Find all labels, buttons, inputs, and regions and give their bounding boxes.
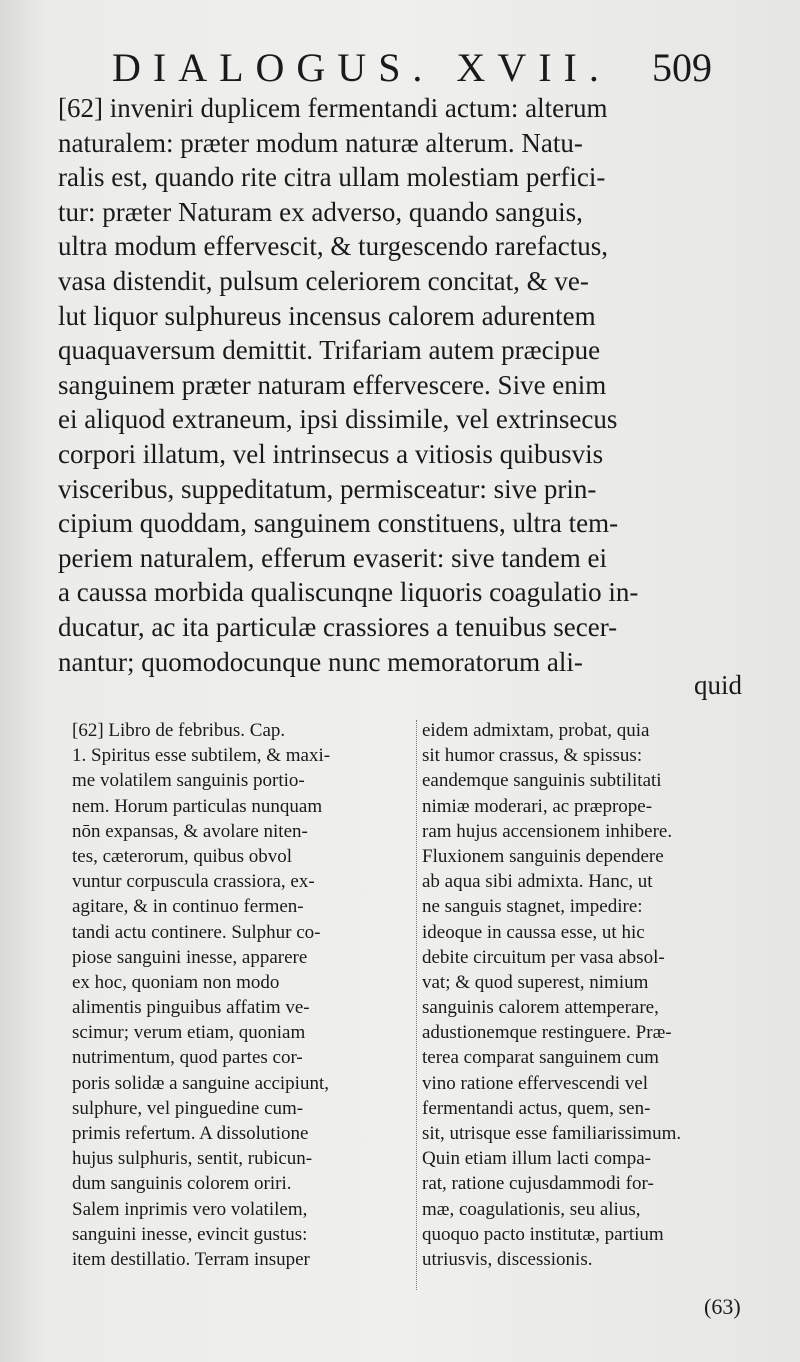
main-text-line: naturalem: præter modum naturæ alterum. Natu- <box>58 127 583 158</box>
footnote-line: nimiæ moderari, ac præprope- <box>422 795 653 817</box>
main-text-line: quaquaversum demittit. Trifariam autem præcipue <box>58 335 601 366</box>
footnote-line: ab aqua sibi admixta. Hanc, ut <box>422 871 653 893</box>
footnote-line: vino ratione effervescendi vel <box>422 1072 648 1094</box>
main-text-line: periem naturalem, efferum evaserit: sive tandem ei <box>58 542 608 573</box>
footnote-line: sanguinis calorem attemperare, <box>422 997 659 1019</box>
footnotes <box>0 718 800 1308</box>
main-text-line: corpori illatum, vel intrinsecus a vitiosis quibusvis <box>58 438 604 469</box>
main-text-line: ei aliquod extraneum, ipsi dissimile, vel extrinsecus <box>58 404 618 435</box>
footnote-line: sit, utrisque esse familiarissimum. <box>422 1123 682 1144</box>
footnote-line: agitare, & in continuo fermen- <box>72 896 304 918</box>
footnote-line: sulphure, vel pinguedine cum- <box>72 1097 304 1119</box>
footnote-column-left <box>72 718 416 1272</box>
footnote-line: dum sanguinis colorem oriri. <box>72 1173 292 1195</box>
footnote-line: piose sanguini inesse, apparere <box>72 946 308 968</box>
footnote-column-right <box>422 718 762 1272</box>
main-text-line: a caussa morbida qualiscunqne liquoris coagulatio in- <box>58 577 639 608</box>
footnote-line: nutrimentum, quod partes cor- <box>72 1047 303 1069</box>
footnote-line: sanguini inesse, evincit gustus: <box>72 1223 308 1245</box>
footnote-line: poris solidæ a sanguine accipiunt, <box>72 1072 329 1094</box>
main-text-line: cipium quoddam, sanguinem constituens, ultra tem- <box>58 508 619 539</box>
main-text-block <box>58 91 740 679</box>
signature-mark: (63) <box>704 1294 741 1319</box>
footnote-line: [62] Libro de febribus. Cap. <box>72 720 286 741</box>
footnote-line: ex hoc, quoniam non modo <box>72 971 280 993</box>
main-text-line: ralis est, quando rite citra ullam molestiam perfici- <box>58 162 606 193</box>
running-head: DIALOGUS. XVII. <box>112 45 611 90</box>
footnote-line: tandi actu continere. Sulphur co- <box>72 921 321 943</box>
footnote-line: ram hujus accensionem inhibere. <box>422 820 673 842</box>
footnote-line: rat, ratione cujusdammodi for- <box>422 1173 654 1195</box>
footnote-line: tes, cæterorum, quibus obvol <box>72 845 293 867</box>
footnote-line: item destillatio. Terram insuper <box>72 1248 310 1270</box>
footnote-line: nem. Horum particulas nunquam <box>72 795 323 817</box>
footnote-line: sit humor crassus, & spissus: <box>422 745 643 767</box>
footnote-line: me volatilem sanguinis portio- <box>72 770 305 792</box>
page-number: 509 <box>652 45 712 90</box>
footnote-line: primis refertum. A dissolutione <box>72 1123 309 1144</box>
main-text-line: vasa distendit, pulsum celeriorem concitat, & ve- <box>58 265 589 296</box>
footnote-line: fermentandi actus, quem, sen- <box>422 1097 651 1119</box>
main-text-line: visceribus, suppeditatum, permisceatur: sive prin- <box>58 473 597 504</box>
footnote-line: quoquo pacto institutæ, partium <box>422 1223 664 1245</box>
footnote-line: mæ, coagulationis, seu alius, <box>422 1198 641 1220</box>
catchword: quid <box>693 670 742 700</box>
footnote-line: adustionemque restinguere. Præ- <box>422 1022 672 1044</box>
footnote-line: Quin etiam illum lacti compa- <box>422 1148 651 1170</box>
footnote-line: hujus sulphuris, sentit, rubicun- <box>72 1148 313 1170</box>
footnote-line: ideoque in caussa esse, ut hic <box>422 921 645 943</box>
footnote-line: Salem inprimis vero volatilem, <box>72 1198 308 1220</box>
footnote-line: scimur; verum etiam, quoniam <box>72 1022 306 1044</box>
footnote-line: eandemque sanguinis subtilitati <box>422 770 662 792</box>
footnote-line: ne sanguis stagnet, impedire: <box>422 896 643 918</box>
main-text-line: lut liquor sulphureus incensus calorem adurentem <box>58 300 596 331</box>
footnote-line: utriusvis, discessionis. <box>422 1248 593 1270</box>
footnote-line: alimentis pinguibus affatim ve- <box>72 997 310 1019</box>
main-text-line: ducatur, ac ita particulæ crassiores a tenuibus secer- <box>58 611 618 642</box>
footnote-line: vat; & quod superest, nimium <box>422 971 649 993</box>
main-text-line: [62] inveniri duplicem fermentandi actum: alterum <box>58 93 608 123</box>
footnote-line: eidem admixtam, probat, quia <box>422 720 650 741</box>
footnote-line: debite circuitum per vasa absol- <box>422 946 665 968</box>
main-text-line: sanguinem præter naturam effervescere. Sive enim <box>58 369 607 400</box>
column-divider <box>416 720 418 1290</box>
main-text-line: ultra modum effervescit, & turgescendo rarefactus, <box>58 231 609 262</box>
main-text-line: tur: præter Naturam ex adverso, quando sanguis, <box>58 196 583 227</box>
footnote-line: Fluxionem sanguinis dependere <box>422 845 664 867</box>
footnote-line: 1. Spiritus esse subtilem, & maxi- <box>72 745 331 767</box>
footnote-line: nōn expansas, & avolare niten- <box>72 820 308 842</box>
page-header <box>0 40 800 90</box>
footnote-line: terea comparat sanguinem cum <box>422 1047 659 1069</box>
main-text-line: nantur; quomodocunque nunc memoratorum ali- <box>58 646 583 677</box>
footnote-line: vuntur corpuscula crassiora, ex- <box>72 871 315 893</box>
